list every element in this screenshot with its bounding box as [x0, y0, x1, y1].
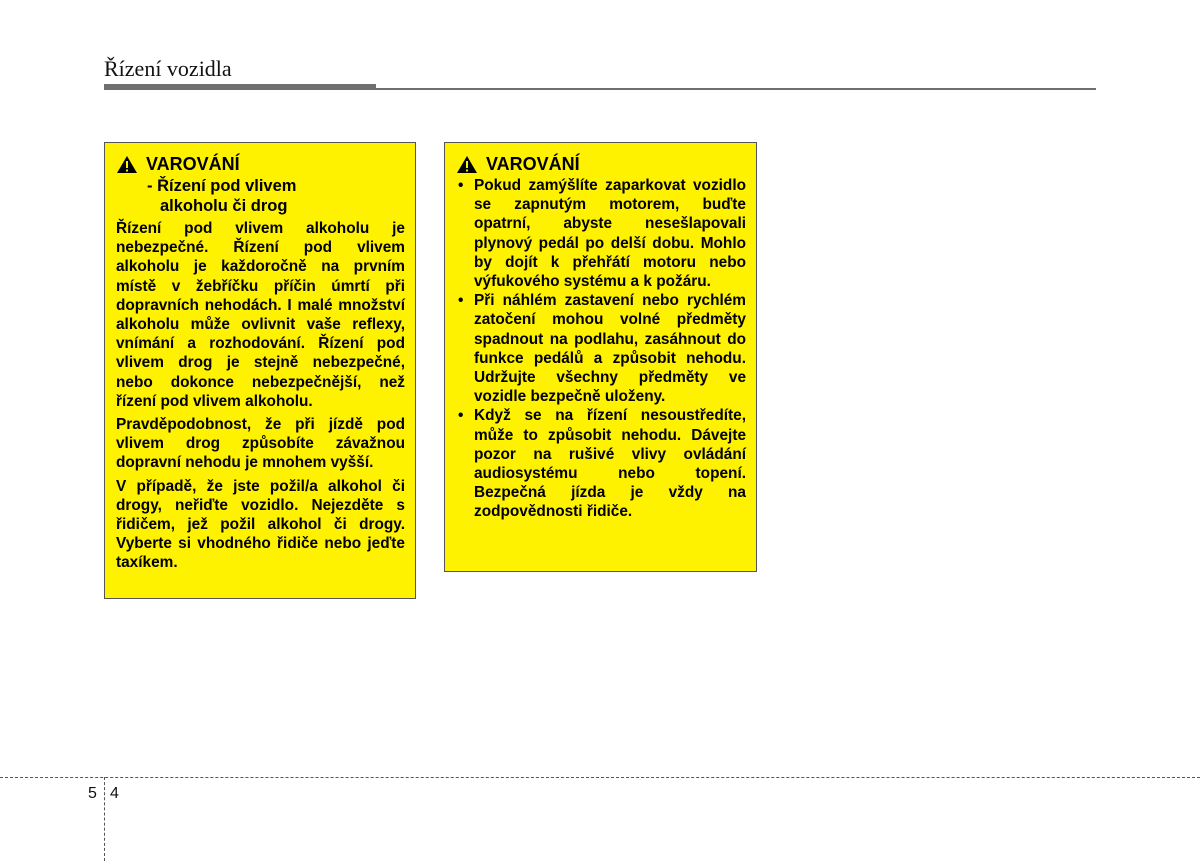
warning-box-general: [444, 142, 757, 572]
page-number: 4: [110, 785, 119, 802]
warning-bullet-list: [456, 176, 746, 522]
list-item: • Při náhlém zastavení nebo rychlém zatočení mohou volné předměty spadnout na podlahu, zasáhnout do funkce pedálů a způsobit nehodu. Udržujte všechny předměty ve vozidle bezpečně uloženy.: [456, 291, 746, 406]
footer-vertical-divider: [104, 777, 105, 861]
list-item: • Pokud zamýšlíte zaparkovat vozidlo se zapnutým motorem, buďte opatrní, abyste nesešlapovali plynový pedál po delší dobu. Mohlo by dojít k přehřátí motoru nebo výfukového systému a k požáru.: [456, 176, 746, 291]
warning-subtitle: [147, 176, 405, 216]
warning-box-alcohol-drugs: [104, 142, 416, 599]
page-title: Řízení vozidla: [104, 56, 232, 81]
warning-subtitle-line1: - Řízení pod vlivem: [147, 177, 297, 195]
warning-paragraph: Pravděpodobnost, že při jízdě pod vlivem drog způsobíte závažnou dopravní nehodu je mnohem vyšší.: [116, 416, 405, 472]
header-rule-thick: [104, 84, 376, 90]
warning-subtitle-line2: alkoholu či drog: [160, 197, 288, 215]
warning-paragraph: V případě, že jste požil/a alkohol či drogy, neřiďte vozidlo. Nejezděte s řidičem, jež požil alkohol či drogy. Vyberte si vhodného řidiče nebo jeďte taxíkem.: [116, 477, 405, 572]
warning-heading: [456, 153, 746, 175]
warning-label: VAROVÁNÍ: [486, 154, 580, 174]
warning-heading: [116, 153, 405, 175]
warning-triangle-icon: [456, 155, 478, 174]
chapter-number: 5: [88, 785, 97, 802]
list-item: • Když se na řízení nesoustředíte, může to způsobit nehodu. Dávejte pozor na rušivé vlivy ovládání audiosystému nebo topení. Bezpečná jízda je vždy na zodpovědnosti řidiče.: [456, 406, 746, 521]
warning-paragraph: Řízení pod vlivem alkoholu je nebezpečné. Řízení pod vlivem alkoholu je každoročně na prvním místě v žebříčku příčin úmrtí při dopravních nehodách. I malé množství alkoholu může ovlivnit vaše reflexy, vnímání a rozhodování. Řízení pod vlivem drog je stejně nebezpečné, nebo dokonce nebezpečnější, než řízení pod vlivem alkoholu.: [116, 220, 405, 410]
header-rule-thin: [376, 88, 1096, 90]
warning-label: VAROVÁNÍ: [146, 154, 240, 174]
footer-divider: [0, 777, 1200, 778]
warning-triangle-icon: [116, 155, 138, 174]
